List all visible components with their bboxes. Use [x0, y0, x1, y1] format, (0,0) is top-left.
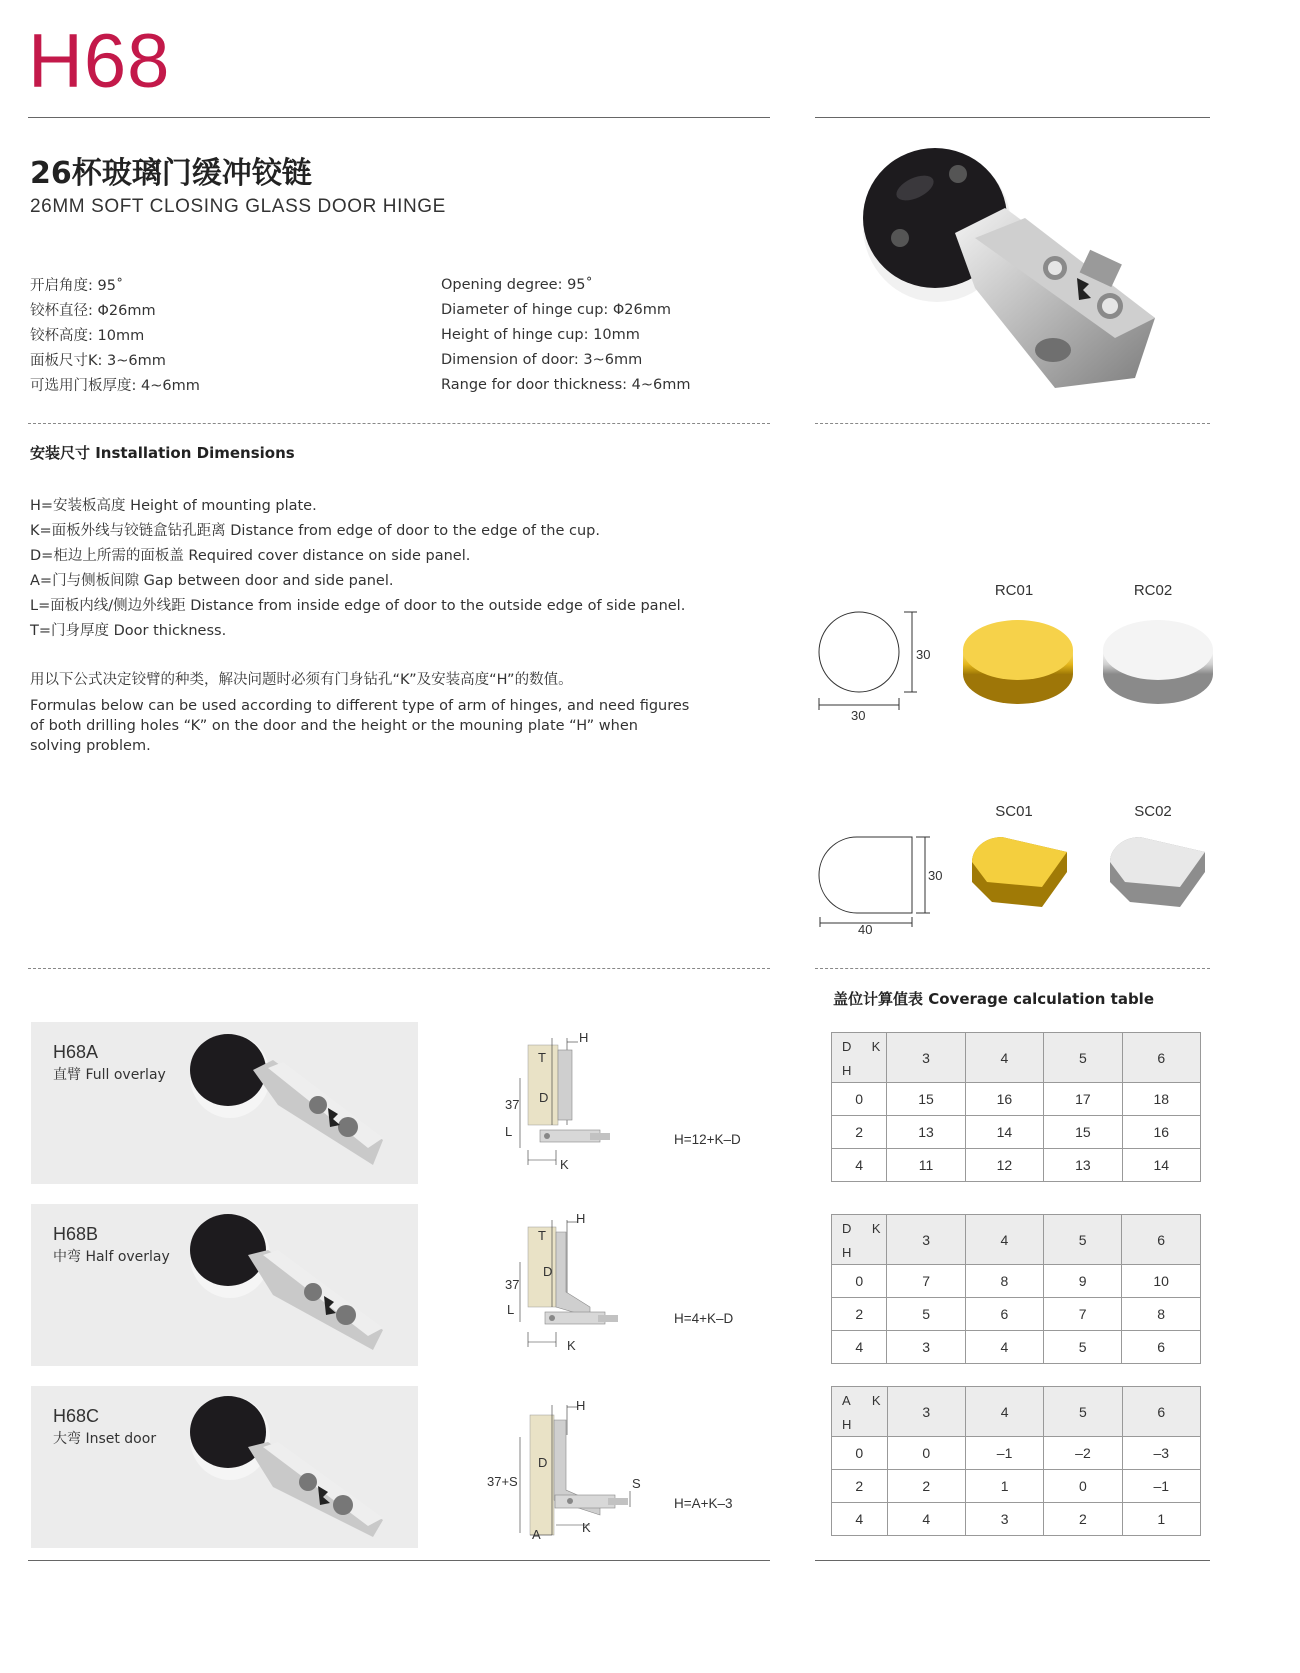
divider-top-right	[815, 117, 1210, 118]
table-row	[832, 1083, 1201, 1116]
cap-label-rc01: RC01	[994, 582, 1034, 599]
dim-h: H	[576, 1211, 586, 1226]
spec-en: Opening degree: 95˚	[441, 277, 593, 293]
row-header: 2	[832, 1116, 887, 1149]
divider-top-left	[28, 117, 770, 118]
cap-label-rc02: RC02	[1133, 582, 1173, 599]
table-cell: 11	[887, 1149, 965, 1182]
formula-note-cn: 用以下公式决定铰臂的种类，解决问题时必须有门身钻孔“K”及安装高度“H”的数值。	[30, 672, 573, 688]
dim-k: K	[567, 1338, 576, 1353]
variant-name: 直臂 Full overlay	[53, 1067, 166, 1083]
formula-h68b: H=4+K–D	[674, 1311, 734, 1326]
row-header: 2	[832, 1470, 888, 1503]
legend-item: A=门与侧板间隙 Gap between door and side panel.	[30, 573, 394, 589]
round-cap-height: 30	[916, 647, 931, 662]
corner-h: H	[842, 1416, 852, 1432]
dimension-legend	[30, 494, 685, 644]
col-header: 4	[965, 1215, 1043, 1265]
square-cap-drawing	[812, 835, 952, 940]
table-cell: 1	[965, 1470, 1043, 1503]
divider-bottom-right	[815, 1560, 1210, 1561]
spec-cn: 铰杯高度: 10mm	[30, 328, 145, 344]
dim-a: A	[532, 1527, 541, 1542]
dim-k: K	[582, 1520, 591, 1535]
col-header: 6	[1122, 1215, 1201, 1265]
corner-k: K	[871, 1220, 881, 1236]
dim-d: D	[539, 1090, 549, 1105]
divider-dashed	[815, 423, 1210, 424]
col-header: 5	[1044, 1387, 1122, 1437]
table-cell: 7	[887, 1265, 965, 1298]
corner-k: K	[871, 1392, 881, 1408]
table-row	[832, 1265, 1201, 1298]
table-cell: 3	[965, 1503, 1043, 1536]
corner-d: D	[842, 1220, 852, 1236]
coverage-table-half-overlay	[831, 1214, 1201, 1364]
model-title: H68	[28, 19, 171, 104]
legend-item: H=安装板高度 Height of mounting plate.	[30, 498, 317, 514]
table-cell: 10	[1122, 1265, 1201, 1298]
gold-round-cap	[958, 612, 1078, 712]
formula-note-en: Formulas below can be used according to different type of arm of hinges, and need figures of both drilling holes “K” on the door and the height or the mouning plate “H” when solving problem.	[30, 698, 690, 754]
table-cell: 14	[1122, 1149, 1200, 1182]
specs-en	[441, 273, 690, 398]
dim-s: S	[632, 1476, 641, 1491]
legend-item: K=面板外线与铰链盒钻孔距离 Distance from edge of door to the edge of the cup.	[30, 523, 600, 539]
corner-h: H	[842, 1244, 852, 1260]
round-cap-width: 30	[851, 708, 866, 723]
coverage-table-full-overlay	[831, 1032, 1201, 1182]
legend-item: L=面板内线/侧边外线距 Distance from inside edge of door to the outside edge of side panel.	[30, 598, 686, 614]
row-header: 4	[832, 1503, 888, 1536]
table-cell: 16	[965, 1083, 1043, 1116]
table-corner	[832, 1215, 887, 1265]
table-cell: 12	[965, 1149, 1043, 1182]
variant-code: H68C	[53, 1406, 100, 1426]
table-cell: 3	[887, 1331, 965, 1364]
table-row	[832, 1116, 1201, 1149]
divider-dashed	[28, 423, 770, 424]
spec-en: Range for door thickness: 4~6mm	[441, 377, 691, 393]
table-cell: 18	[1122, 1083, 1200, 1116]
divider-dashed	[815, 968, 1210, 969]
col-header: 6	[1122, 1033, 1200, 1083]
divider-bottom-left	[28, 1560, 770, 1561]
table-cell: 5	[887, 1298, 965, 1331]
col-header: 5	[1044, 1033, 1122, 1083]
row-header: 0	[832, 1437, 888, 1470]
table-cell: 5	[1044, 1331, 1122, 1364]
cap-label-sc01: SC01	[995, 803, 1033, 820]
legend-item: T=门身厚度 Door thickness.	[30, 623, 227, 639]
product-title-en: 26MM SOFT CLOSING GLASS DOOR HINGE	[30, 196, 446, 217]
spec-en: Height of hinge cup: 10mm	[441, 327, 640, 343]
specs-cn	[30, 274, 200, 399]
dim-h: H	[576, 1398, 586, 1413]
cap-label-sc02: SC02	[1134, 803, 1172, 820]
formula-h68c: H=A+K–3	[674, 1496, 733, 1511]
table-cell: 8	[965, 1265, 1043, 1298]
col-header: 3	[887, 1033, 965, 1083]
table-cell: 13	[887, 1116, 965, 1149]
chrome-round-cap	[1098, 612, 1218, 712]
table-row	[832, 1149, 1201, 1182]
variant-name: 中弯 Half overlay	[53, 1249, 170, 1265]
variant-code: H68B	[53, 1224, 99, 1244]
col-header: 6	[1122, 1387, 1200, 1437]
table-row	[832, 1470, 1201, 1503]
dim-h: H	[579, 1030, 589, 1045]
formula-h68a: H=12+K–D	[674, 1132, 741, 1147]
table-corner	[832, 1387, 888, 1437]
chrome-square-cap	[1100, 832, 1212, 912]
table-cell: 15	[887, 1083, 965, 1116]
table-cell: 4	[965, 1331, 1043, 1364]
table-cell: 2	[887, 1470, 965, 1503]
table-cell: 6	[1122, 1331, 1201, 1364]
dim-t: T	[538, 1228, 546, 1243]
table-cell: 16	[1122, 1116, 1200, 1149]
gold-square-cap	[962, 832, 1074, 912]
install-diagram-h68c	[500, 1395, 640, 1545]
row-header: 0	[832, 1265, 887, 1298]
variant-name: 大弯 Inset door	[53, 1431, 157, 1447]
row-header: 4	[832, 1331, 887, 1364]
dim-37s: 37+S	[487, 1474, 518, 1489]
coverage-table-inset-door	[831, 1386, 1201, 1536]
corner-a: A	[842, 1392, 851, 1408]
table-cell: 0	[1044, 1470, 1122, 1503]
hinge-product-image	[855, 138, 1175, 398]
spec-cn: 面板尺寸K: 3~6mm	[30, 353, 166, 369]
round-cap-drawing	[812, 610, 942, 725]
table-cell: 1	[1122, 1503, 1200, 1536]
dim-k: K	[560, 1157, 569, 1172]
col-header: 4	[965, 1033, 1043, 1083]
table-cell: 4	[887, 1503, 965, 1536]
install-diagram-h68b	[500, 1212, 630, 1357]
dim-l: L	[505, 1124, 513, 1139]
row-header: 4	[832, 1149, 887, 1182]
corner-k: K	[871, 1038, 881, 1054]
table-cell: 13	[1044, 1149, 1122, 1182]
row-header: 2	[832, 1298, 887, 1331]
dim-37: 37	[505, 1277, 520, 1292]
variant-code: H68A	[53, 1042, 99, 1062]
table-row	[832, 1298, 1201, 1331]
spec-cn: 可选用门板厚度: 4~6mm	[30, 378, 200, 394]
divider-dashed	[28, 968, 770, 969]
square-cap-width: 40	[858, 922, 873, 937]
table-cell: –1	[1122, 1470, 1200, 1503]
corner-d: D	[842, 1038, 852, 1054]
spec-en: Dimension of door: 3~6mm	[441, 352, 643, 368]
table-cell: 0	[887, 1437, 965, 1470]
col-header: 4	[965, 1387, 1043, 1437]
dim-t: T	[538, 1050, 546, 1065]
table-cell: –1	[965, 1437, 1043, 1470]
installation-heading: 安装尺寸 Installation Dimensions	[30, 444, 295, 462]
table-row	[832, 1437, 1201, 1470]
table-row	[832, 1331, 1201, 1364]
table-cell: 7	[1044, 1298, 1122, 1331]
table-cell: 14	[965, 1116, 1043, 1149]
coverage-heading: 盖位计算值表 Coverage calculation table	[833, 990, 1154, 1008]
square-cap-height: 30	[928, 868, 943, 883]
dim-d: D	[543, 1264, 553, 1279]
product-title-cn: 26杯玻璃门缓冲铰链	[30, 156, 312, 191]
table-cell: 2	[1044, 1503, 1122, 1536]
table-cell: –3	[1122, 1437, 1200, 1470]
corner-h: H	[842, 1062, 852, 1078]
row-header: 0	[832, 1083, 887, 1116]
table-cell: –2	[1044, 1437, 1122, 1470]
table-cell: 15	[1044, 1116, 1122, 1149]
table-cell: 8	[1122, 1298, 1201, 1331]
spec-en: Diameter of hinge cup: Φ26mm	[441, 302, 672, 318]
col-header: 3	[887, 1215, 965, 1265]
spec-cn: 铰杯直径: Φ26mm	[30, 303, 156, 319]
table-row	[832, 1503, 1201, 1536]
table-cell: 6	[965, 1298, 1043, 1331]
dim-l: L	[507, 1302, 515, 1317]
table-cell: 17	[1044, 1083, 1122, 1116]
spec-cn: 开启角度: 95˚	[30, 278, 124, 294]
table-cell: 9	[1044, 1265, 1122, 1298]
table-corner	[832, 1033, 887, 1083]
col-header: 3	[887, 1387, 965, 1437]
col-header: 5	[1044, 1215, 1122, 1265]
dim-37: 37	[505, 1097, 520, 1112]
legend-item: D=柜边上所需的面板盖 Required cover distance on side panel.	[30, 548, 471, 564]
hinge-h68a-image	[188, 1030, 398, 1175]
hinge-h68c-image	[188, 1392, 398, 1537]
hinge-h68b-image	[188, 1210, 398, 1355]
dim-d: D	[538, 1455, 548, 1470]
